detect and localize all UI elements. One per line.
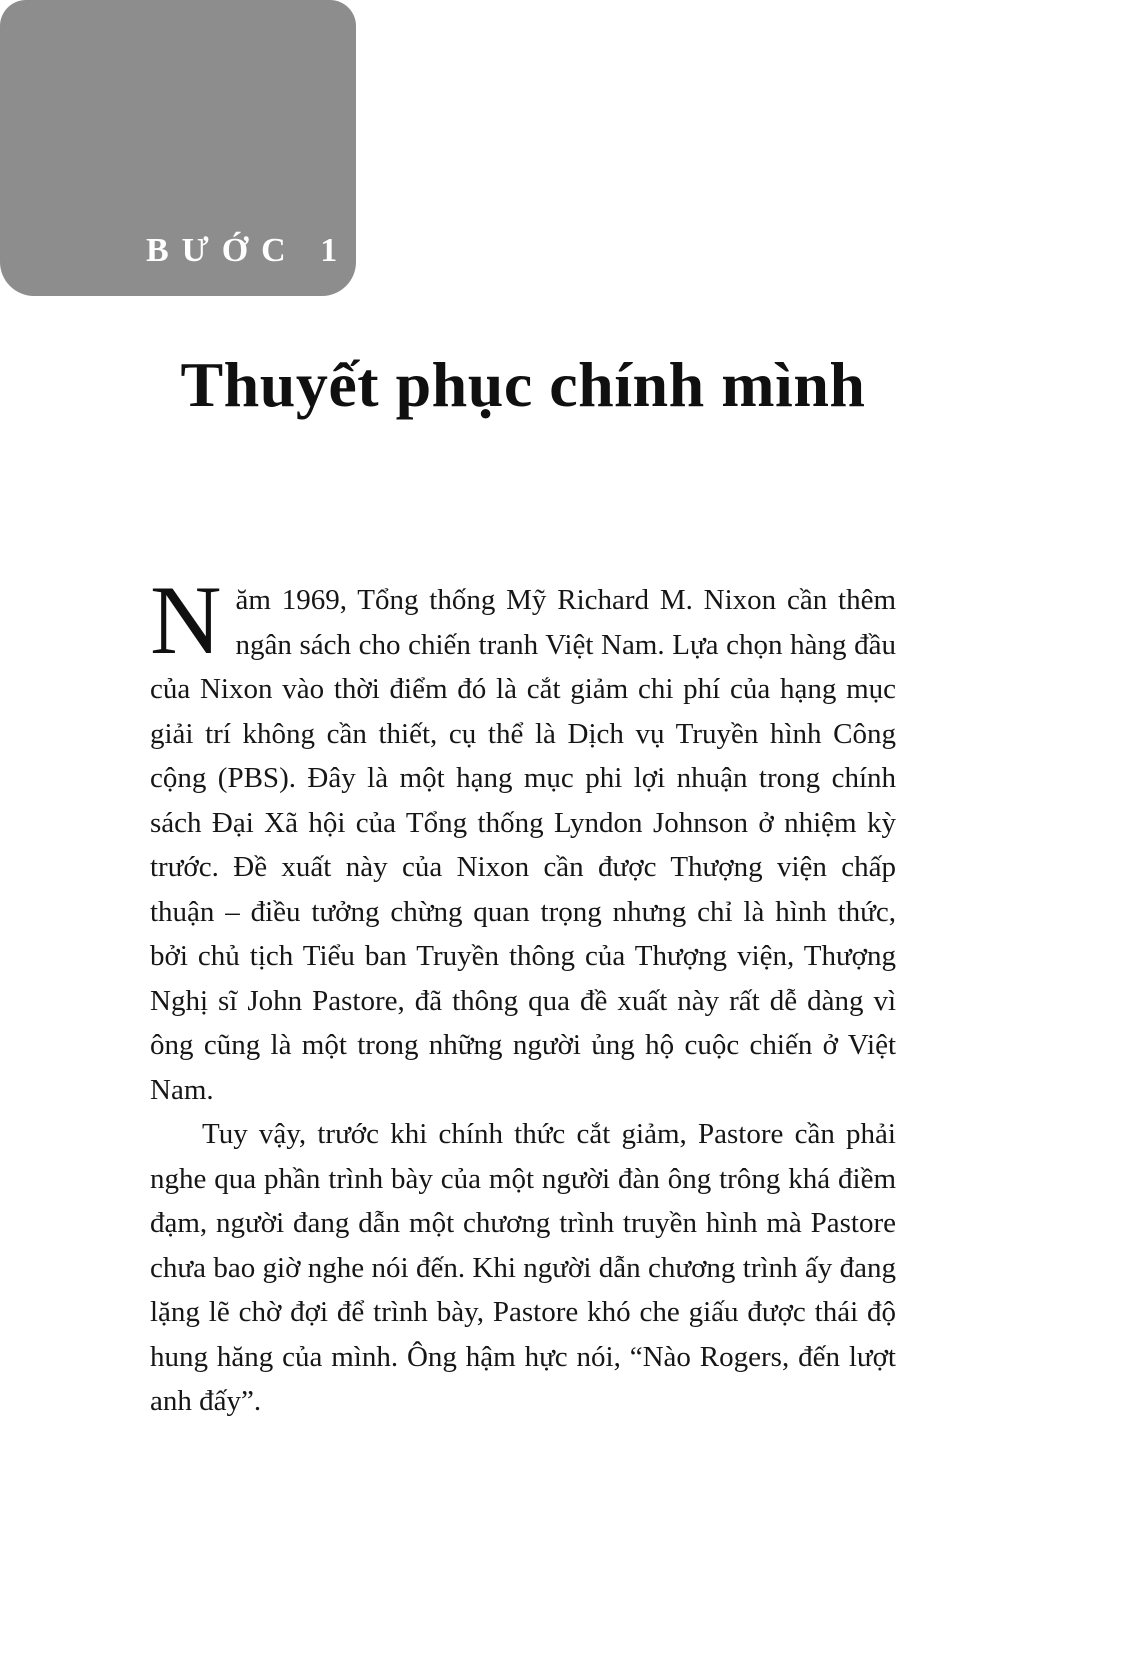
paragraph-2: Tuy vậy, trước khi chính thức cắt giảm, Pastore cần phải nghe qua phần trình bày của một người đàn ông trông khá điềm đạm, người đang dẫn một chương trình truyền hình mà Pastore chưa bao giờ nghe nói đến. Khi người dẫn chương trình ấy đang lặng lẽ chờ đợi để trình bày, Pastore khó che giấu được thái độ hung hăng của mình. Ông hậm hực nói, “Nào Rogers, đến lượt anh đấy”. [150,1118,896,1417]
dropcap-letter: N [150,566,222,675]
chapter-step-label: BƯỚC 1 [146,232,351,269]
body-text [150,566,896,1424]
paragraph-1-text: ăm 1969, Tổng thống Mỹ Richard M. Nixon cần thêm ngân sách cho chiến tranh Việt Nam. Lựa chọn hàng đầu của Nixon vào thời điểm đó là cắt giảm chi phí của hạng mục giải trí không cần thiết, cụ thể là Dịch vụ Truyền hình Công cộng (PBS). Đây là một hạng mục phi lợi nhuận trong chính sách Đại Xã hội của Tổng thống Lyndon Johnson ở nhiệm kỳ trước. Đề xuất này của Nixon cần được Thượng viện chấp thuận – điều tưởng chừng quan trọng nhưng chỉ là hình thức, bởi chủ tịch Tiểu ban Truyền thông của Thượng viện, Thượng Nghị sĩ John Pastore, đã thông qua đề xuất này rất dễ dàng vì ông cũng là một trong những người ủng hộ cuộc chiến ở Việt Nam. [150,584,896,1106]
paragraph-1 [150,566,896,1112]
chapter-step-tab [0,0,356,296]
chapter-title: Thuyết phục chính mình [180,349,866,420]
